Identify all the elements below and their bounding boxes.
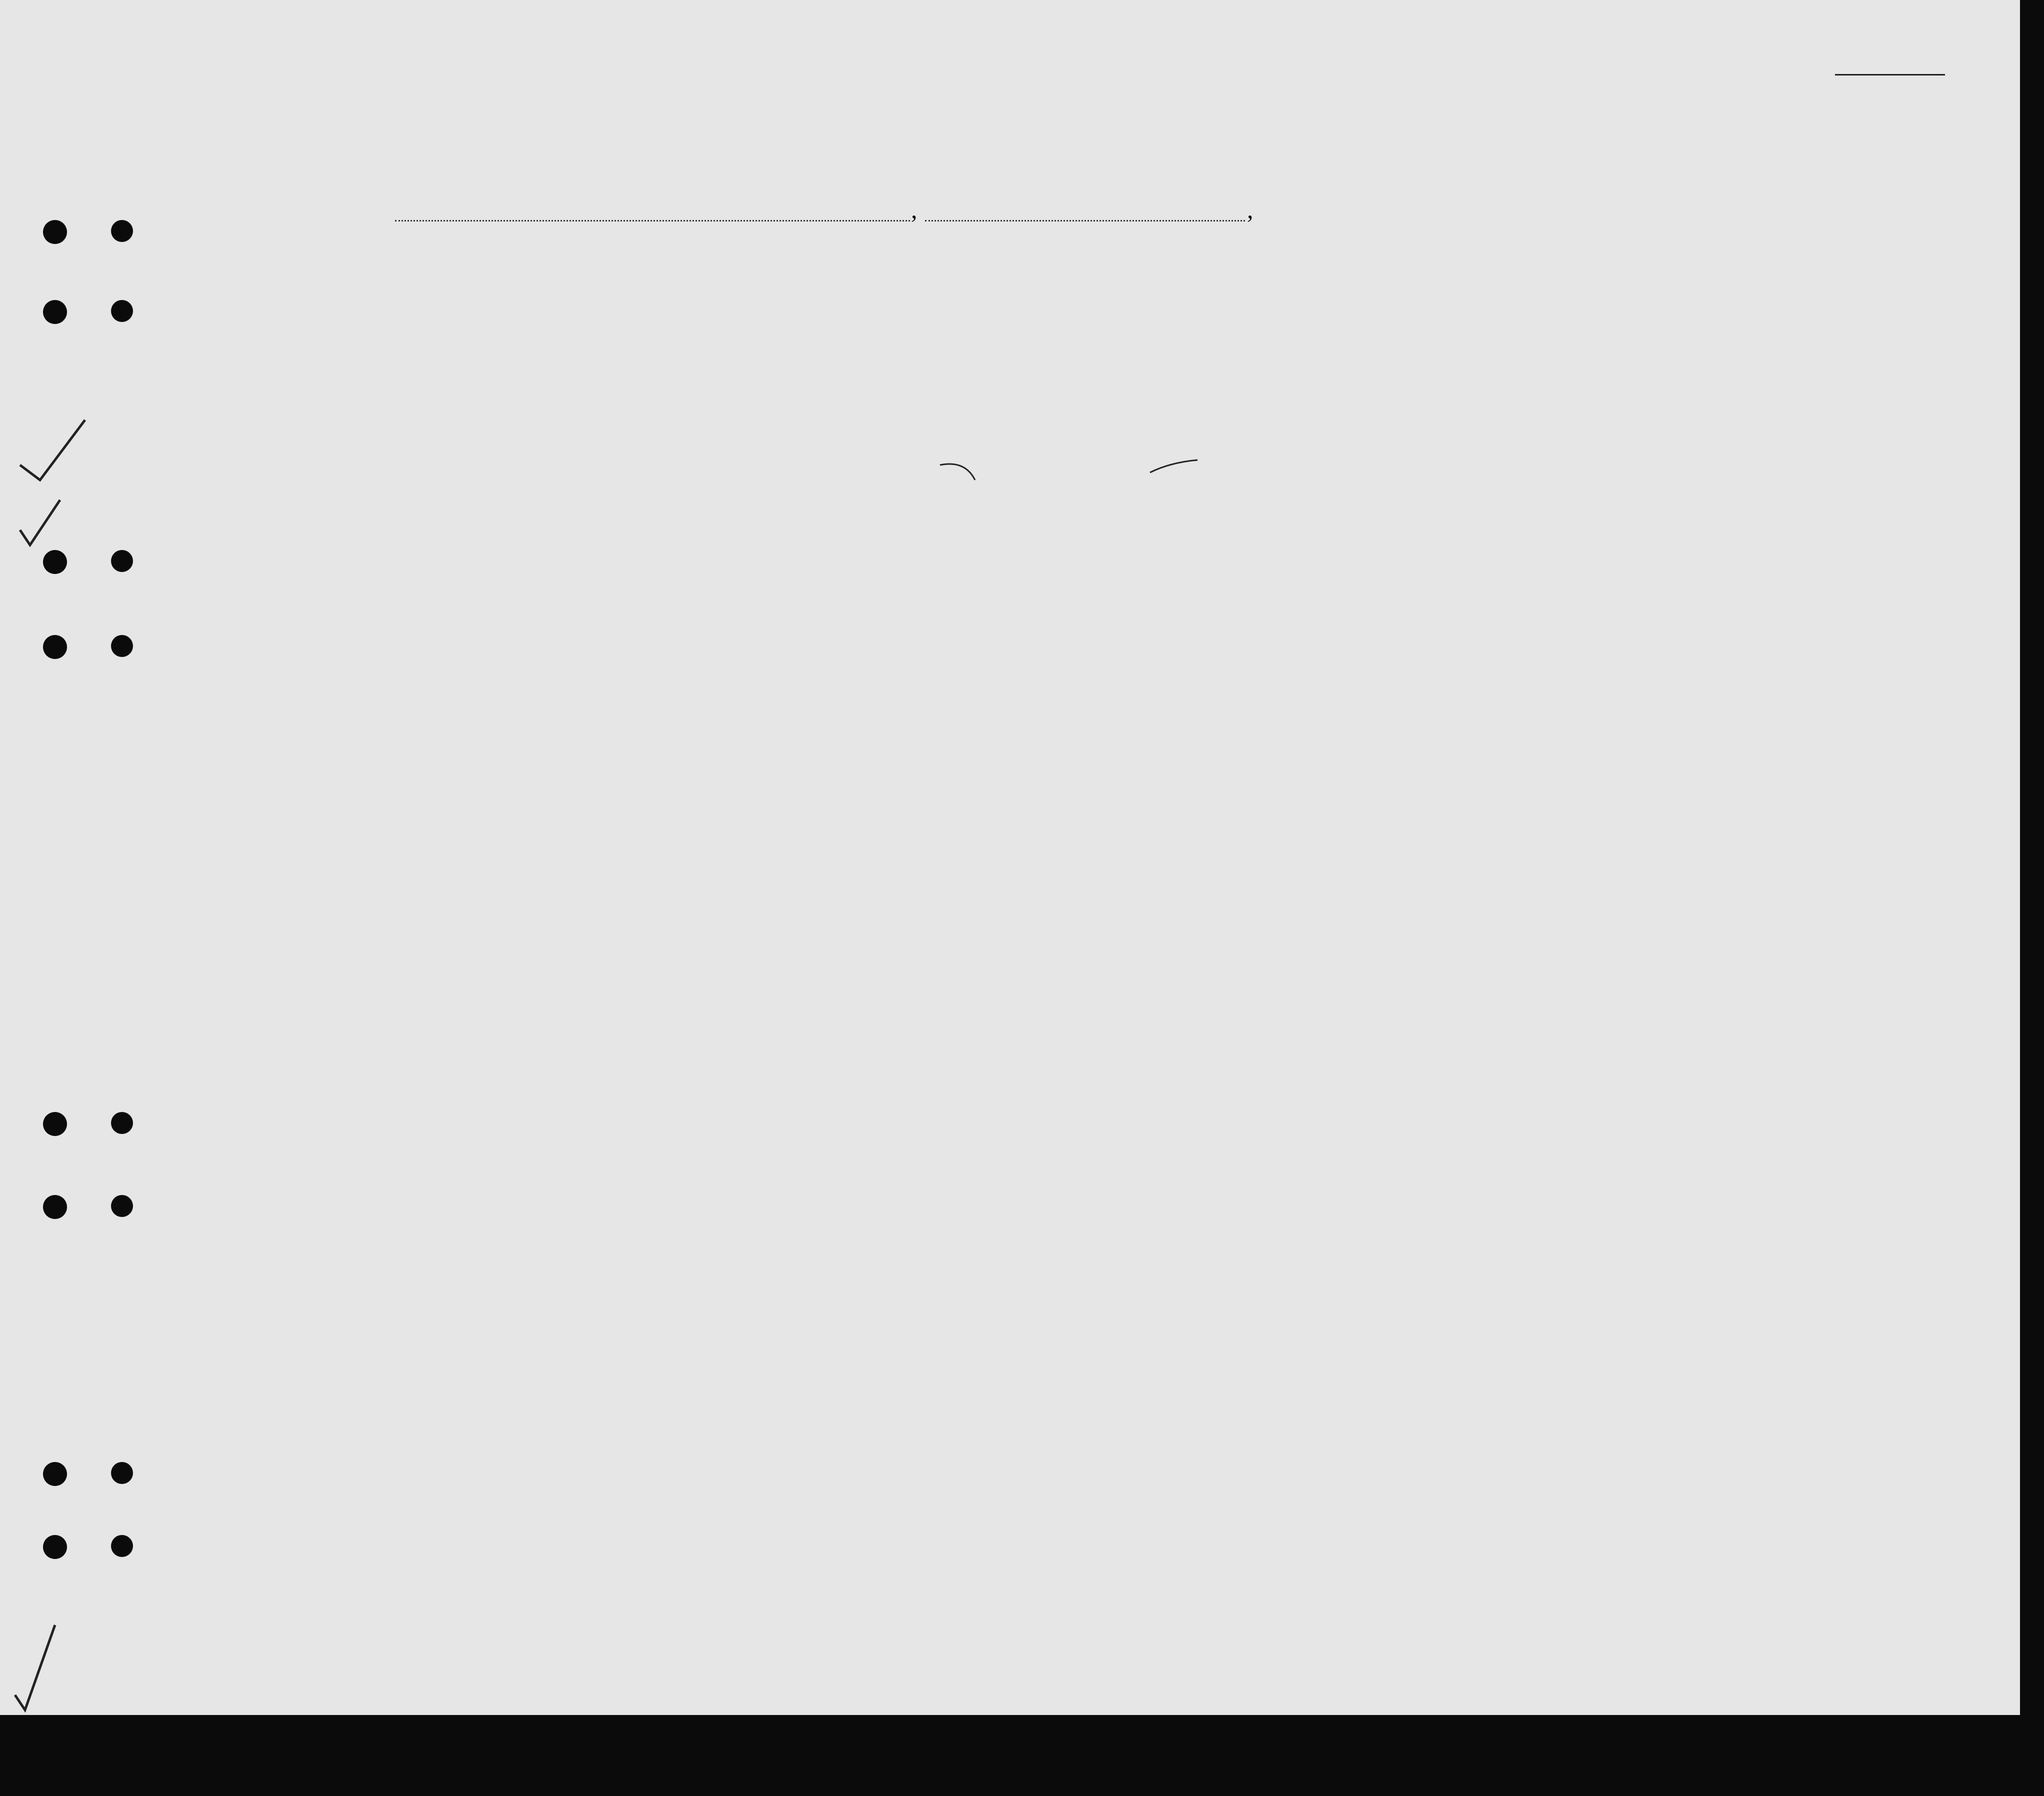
header-polygamist xyxy=(1374,285,1392,413)
header-prison xyxy=(1344,285,1370,413)
header-feet xyxy=(1681,370,1701,410)
comma: , xyxy=(911,196,918,224)
header-overthrow xyxy=(1420,285,1475,413)
header-money xyxy=(768,285,796,410)
header-ticket xyxy=(640,285,666,410)
header-deported xyxy=(1517,285,1562,413)
header-purpose-length xyxy=(1245,295,1290,413)
header-purpose-citizen xyxy=(1298,295,1341,413)
header-inches xyxy=(1706,370,1726,410)
comma: , xyxy=(1247,196,1254,224)
header-anarchist xyxy=(1396,285,1414,413)
header-labor-offer xyxy=(1481,285,1512,413)
header-purpose-return xyxy=(1191,295,1239,413)
